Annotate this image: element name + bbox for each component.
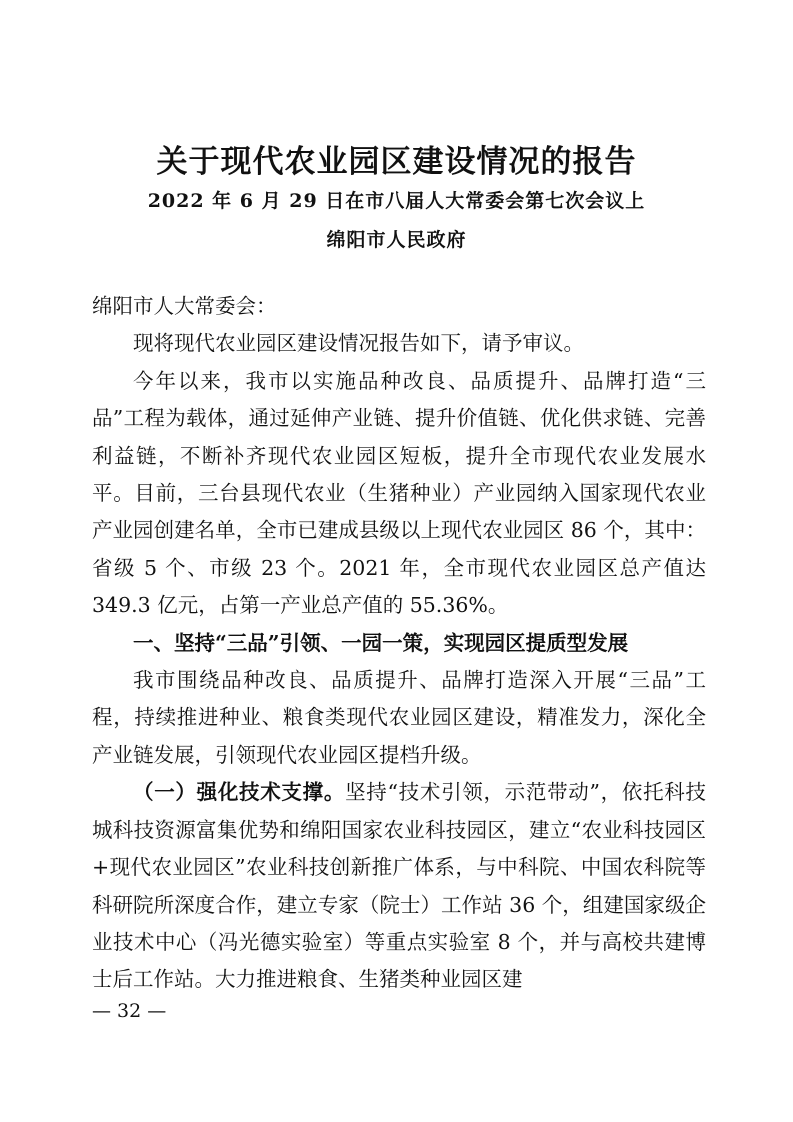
document-body — [92, 288, 706, 999]
salutation: 绵阳市人大常委会： — [92, 294, 277, 318]
page-number: — 32 — — [92, 1000, 167, 1022]
paragraph-section-1-intro: 我市围绕品种改良、品质提升、品牌打造深入开展“三品”工程，持续推进种业、粮食类现代农业园区建设，精准发力，深化全产业链发展，引领现代农业园区提档升级。 — [92, 668, 706, 767]
paragraph-intro: 现将现代农业园区建设情况报告如下，请予审议。 — [133, 331, 584, 356]
section-heading-1: 一、坚持“三品”引领、一园一策，实现园区提质型发展 — [133, 630, 629, 655]
document-title: 关于现代农业园区建设情况的报告 — [156, 144, 637, 180]
document-subtitle-issuer: 绵阳市人民政府 — [326, 229, 467, 251]
paragraph-overview: 今年以来，我市以实施品种改良、品质提升、品牌打造“三品”工程为载体，通过延伸产业链、提升价值链、优化供求链、完善利益链，不断补齐现代农业园区短板，提升全市现代农业发展水平。目前，三台县现代农业（生猪种业）产业园纳入国家现代农业产业园创建名单，全市已建成县级以上现代农业园区 86 个，其中：省级 5 个、市级 23 个。2021 年，全市现代农业园区总产值达 349.3 亿元，占第一产业总产值的 55.36%。 — [92, 368, 706, 618]
document-subtitle-meeting: 2022 年 6 月 29 日在市八届人大常委会第七次会议上 — [147, 190, 646, 212]
paragraph-tech-support-text: 坚持“技术引领，示范带动”，依托科技城科技资源富集优势和绵阳国家农业科技园区，建立“农业科技园区+现代农业园区”农业科技创新推广体系，与中科院、中国农科院等科研院所深度合作，建立专家（院士）工作站 36 个，组建国家级企业技术中心（冯光德实验室）等重点实验室 8 个，并与高校共建博士后工作站。大力推进粮食、生猪类种业园区建 — [92, 780, 707, 992]
paragraph-tech-support — [92, 774, 706, 998]
subheading-tech-support: （一）强化技术支撑。 — [133, 780, 346, 805]
